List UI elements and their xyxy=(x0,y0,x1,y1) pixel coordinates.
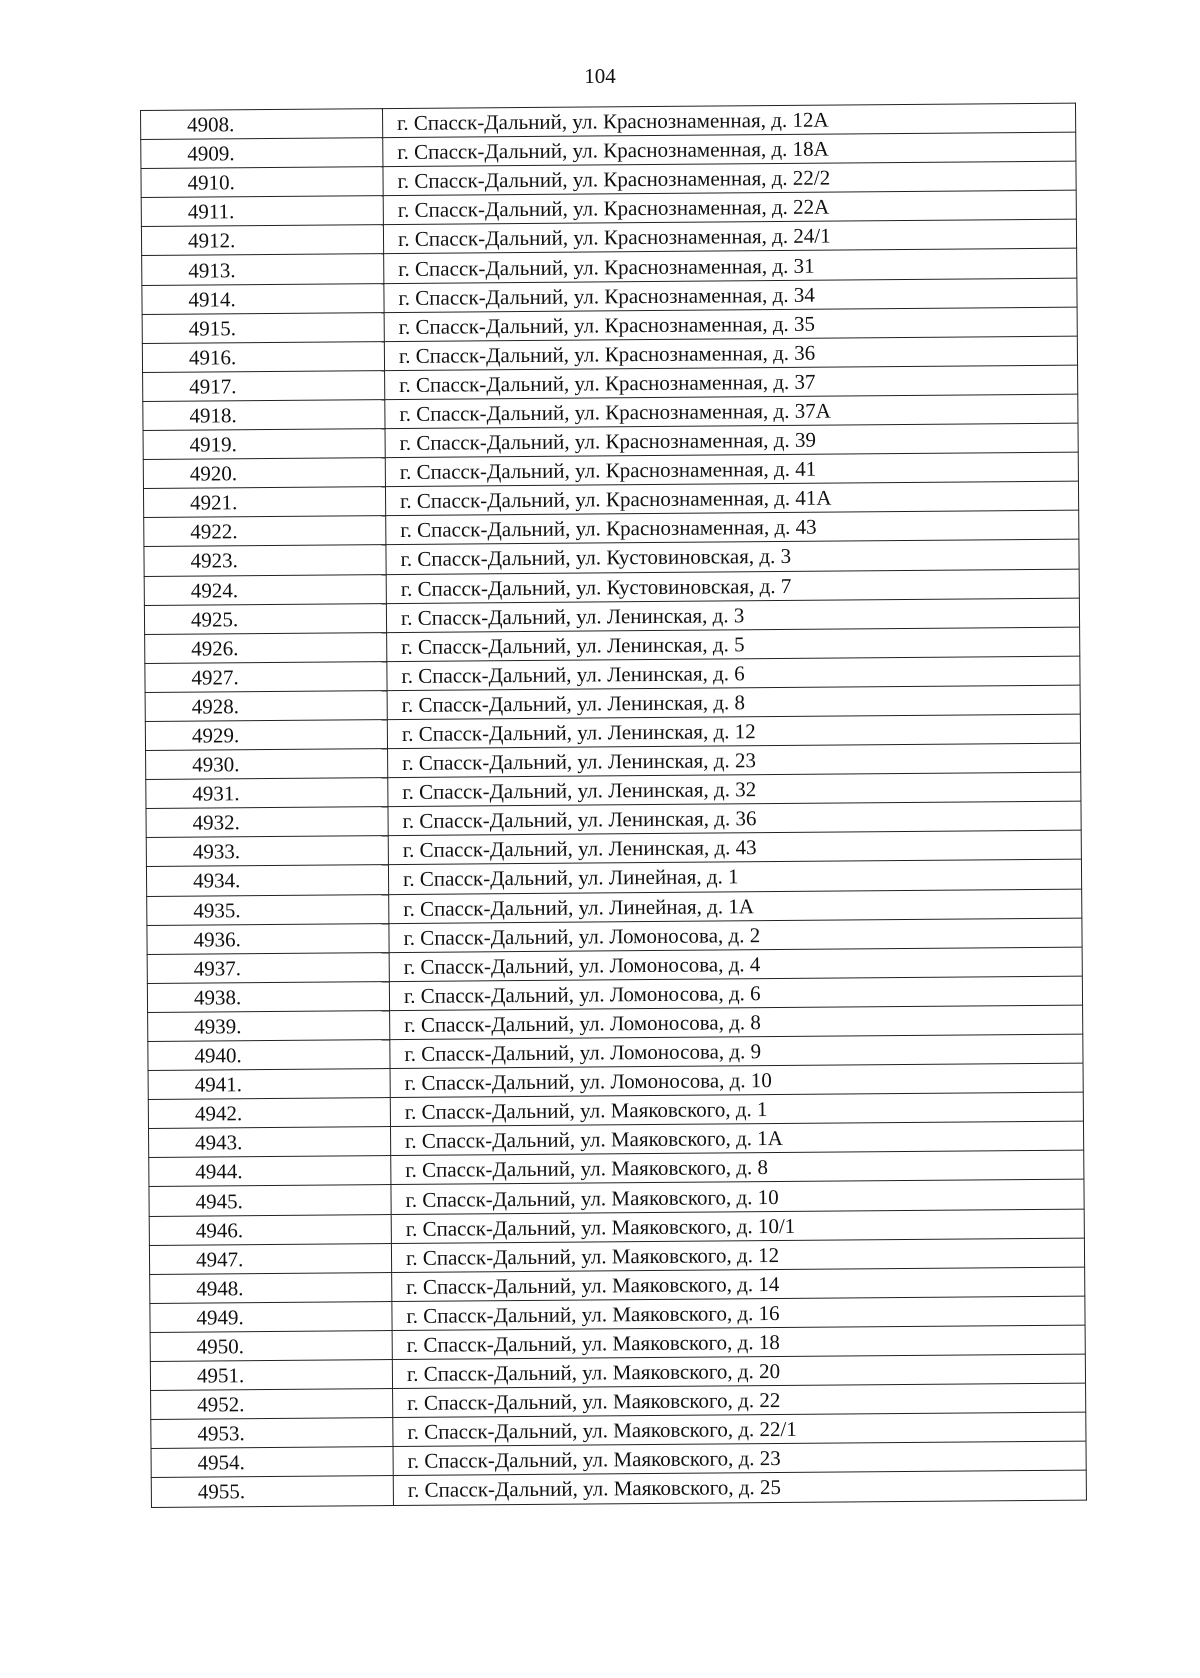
row-number: 4930. xyxy=(146,749,388,780)
row-number: 4943. xyxy=(149,1127,391,1158)
address-cell: г. Спасск-Дальний, ул. Ленинская, д. 8 xyxy=(387,685,1080,720)
row-number: 4947. xyxy=(149,1243,391,1274)
row-number: 4942. xyxy=(148,1098,390,1129)
address-cell: г. Спасск-Дальний, ул. Маяковского, д. 22 xyxy=(393,1383,1086,1418)
address-cell: г. Спасск-Дальний, ул. Краснознаменная, д. 37А xyxy=(385,394,1078,429)
address-cell: г. Спасск-Дальний, ул. Маяковского, д. 1 xyxy=(390,1092,1083,1127)
row-number: 4950. xyxy=(150,1330,392,1361)
row-number: 4933. xyxy=(146,836,388,867)
row-number: 4918. xyxy=(143,400,385,431)
row-number: 4953. xyxy=(151,1418,393,1449)
address-cell: г. Спасск-Дальний, ул. Ленинская, д. 43 xyxy=(388,830,1081,865)
row-number: 4914. xyxy=(142,283,384,314)
address-cell: г. Спасск-Дальний, ул. Маяковского, д. 10/1 xyxy=(391,1209,1084,1244)
address-cell: г. Спасск-Дальний, ул. Ломоносова, д. 8 xyxy=(390,1005,1083,1040)
row-number: 4946. xyxy=(149,1214,391,1245)
row-number: 4926. xyxy=(145,632,387,663)
address-cell: г. Спасск-Дальний, ул. Ленинская, д. 12 xyxy=(387,714,1080,749)
address-cell: г. Спасск-Дальний, ул. Краснознаменная, д. 41 xyxy=(385,452,1078,487)
row-number: 4915. xyxy=(142,312,384,343)
row-number: 4939. xyxy=(148,1010,390,1041)
row-number: 4936. xyxy=(147,923,389,954)
address-cell: г. Спасск-Дальний, ул. Краснознаменная, д. 39 xyxy=(385,423,1078,458)
row-number: 4941. xyxy=(148,1069,390,1100)
row-number: 4911. xyxy=(141,196,383,227)
address-cell: г. Спасск-Дальний, ул. Маяковского, д. 10 xyxy=(391,1180,1084,1215)
address-cell: г. Спасск-Дальний, ул. Маяковского, д. 14 xyxy=(392,1267,1085,1302)
address-cell: г. Спасск-Дальний, ул. Краснознаменная, д. 24/1 xyxy=(383,220,1076,255)
address-cell: г. Спасск-Дальний, ул. Краснознаменная, д. 36 xyxy=(384,336,1077,371)
address-table-body xyxy=(141,103,1087,1507)
address-cell: г. Спасск-Дальний, ул. Краснознаменная, д. 35 xyxy=(384,307,1077,342)
row-number: 4955. xyxy=(151,1476,393,1507)
row-number: 4948. xyxy=(150,1272,392,1303)
row-number: 4929. xyxy=(145,720,387,751)
address-cell: г. Спасск-Дальний, ул. Краснознаменная, д. 31 xyxy=(384,249,1077,284)
address-cell: г. Спасск-Дальний, ул. Маяковского, д. 23 xyxy=(393,1441,1086,1476)
address-cell: г. Спасск-Дальний, ул. Ленинская, д. 6 xyxy=(387,656,1080,691)
row-number: 4925. xyxy=(144,603,386,634)
row-number: 4910. xyxy=(141,167,383,198)
address-cell: г. Спасск-Дальний, ул. Ленинская, д. 5 xyxy=(387,627,1080,662)
address-cell: г. Спасск-Дальний, ул. Маяковского, д. 1А xyxy=(390,1121,1083,1156)
row-number: 4945. xyxy=(149,1185,391,1216)
address-cell: г. Спасск-Дальний, ул. Краснознаменная, д. 37 xyxy=(385,365,1078,400)
address-cell: г. Спасск-Дальний, ул. Краснознаменная, д. 18А xyxy=(383,132,1076,167)
address-cell: г. Спасск-Дальний, ул. Краснознаменная, д. 41А xyxy=(385,481,1078,516)
row-number: 4934. xyxy=(146,865,388,896)
row-number: 4927. xyxy=(145,661,387,692)
address-cell: г. Спасск-Дальний, ул. Маяковского, д. 16 xyxy=(392,1296,1085,1331)
row-number: 4917. xyxy=(143,370,385,401)
address-cell: г. Спасск-Дальний, ул. Ломоносова, д. 2 xyxy=(389,918,1082,953)
row-number: 4949. xyxy=(150,1301,392,1332)
address-cell: г. Спасск-Дальний, ул. Краснознаменная, д. 43 xyxy=(386,510,1079,545)
address-cell: г. Спасск-Дальний, ул. Линейная, д. 1А xyxy=(389,889,1082,924)
row-number: 4921. xyxy=(143,487,385,518)
row-number: 4951. xyxy=(150,1360,392,1391)
row-number: 4954. xyxy=(151,1447,393,1478)
address-cell: г. Спасск-Дальний, ул. Маяковского, д. 12 xyxy=(391,1238,1084,1273)
address-table-container xyxy=(140,103,1087,1508)
address-cell: г. Спасск-Дальний, ул. Маяковского, д. 25 xyxy=(393,1471,1086,1506)
address-cell: г. Спасск-Дальний, ул. Маяковского, д. 20 xyxy=(392,1354,1085,1389)
address-cell: г. Спасск-Дальний, ул. Ленинская, д. 32 xyxy=(388,772,1081,807)
table-row xyxy=(151,1471,1086,1507)
row-number: 4932. xyxy=(146,807,388,838)
row-number: 4922. xyxy=(144,516,386,547)
address-cell: г. Спасск-Дальний, ул. Ломоносова, д. 6 xyxy=(389,976,1082,1011)
row-number: 4912. xyxy=(141,225,383,256)
address-cell: г. Спасск-Дальний, ул. Ломоносова, д. 9 xyxy=(390,1034,1083,1069)
row-number: 4935. xyxy=(147,894,389,925)
address-cell: г. Спасск-Дальний, ул. Краснознаменная, д. 22/2 xyxy=(383,161,1076,196)
row-number: 4909. xyxy=(141,138,383,169)
address-cell: г. Спасск-Дальний, ул. Ленинская, д. 36 xyxy=(388,801,1081,836)
address-cell: г. Спасск-Дальний, ул. Кустовиновская, д. 7 xyxy=(386,569,1079,604)
address-table xyxy=(140,103,1087,1508)
row-number: 4923. xyxy=(144,545,386,576)
address-cell: г. Спасск-Дальний, ул. Краснознаменная, д. 22А xyxy=(383,190,1076,225)
row-number: 4952. xyxy=(151,1389,393,1420)
row-number: 4919. xyxy=(143,429,385,460)
address-cell: г. Спасск-Дальний, ул. Краснознаменная, д. 34 xyxy=(384,278,1077,313)
row-number: 4940. xyxy=(148,1040,390,1071)
row-number: 4944. xyxy=(149,1156,391,1187)
row-number: 4920. xyxy=(143,458,385,489)
row-number: 4937. xyxy=(147,952,389,983)
row-number: 4908. xyxy=(141,109,383,140)
address-cell: г. Спасск-Дальний, ул. Маяковского, д. 22/1 xyxy=(393,1412,1086,1447)
address-cell: г. Спасск-Дальний, ул. Ломоносова, д. 10 xyxy=(390,1063,1083,1098)
address-cell: г. Спасск-Дальний, ул. Ленинская, д. 23 xyxy=(388,743,1081,778)
address-cell: г. Спасск-Дальний, ул. Маяковского, д. 18 xyxy=(392,1325,1085,1360)
address-cell: г. Спасск-Дальний, ул. Маяковского, д. 8 xyxy=(391,1150,1084,1185)
row-number: 4916. xyxy=(142,341,384,372)
row-number: 4928. xyxy=(145,690,387,721)
row-number: 4931. xyxy=(146,778,388,809)
row-number: 4913. xyxy=(142,254,384,285)
address-cell: г. Спасск-Дальний, ул. Линейная, д. 1 xyxy=(388,860,1081,895)
row-number: 4924. xyxy=(144,574,386,605)
address-cell: г. Спасск-Дальний, ул. Ломоносова, д. 4 xyxy=(389,947,1082,982)
page-number: 104 xyxy=(584,64,616,88)
address-cell: г. Спасск-Дальний, ул. Краснознаменная, д. 12А xyxy=(382,103,1075,138)
row-number: 4938. xyxy=(147,981,389,1012)
address-cell: г. Спасск-Дальний, ул. Ленинская, д. 3 xyxy=(386,598,1079,633)
address-cell: г. Спасск-Дальний, ул. Кустовиновская, д. 3 xyxy=(386,540,1079,575)
